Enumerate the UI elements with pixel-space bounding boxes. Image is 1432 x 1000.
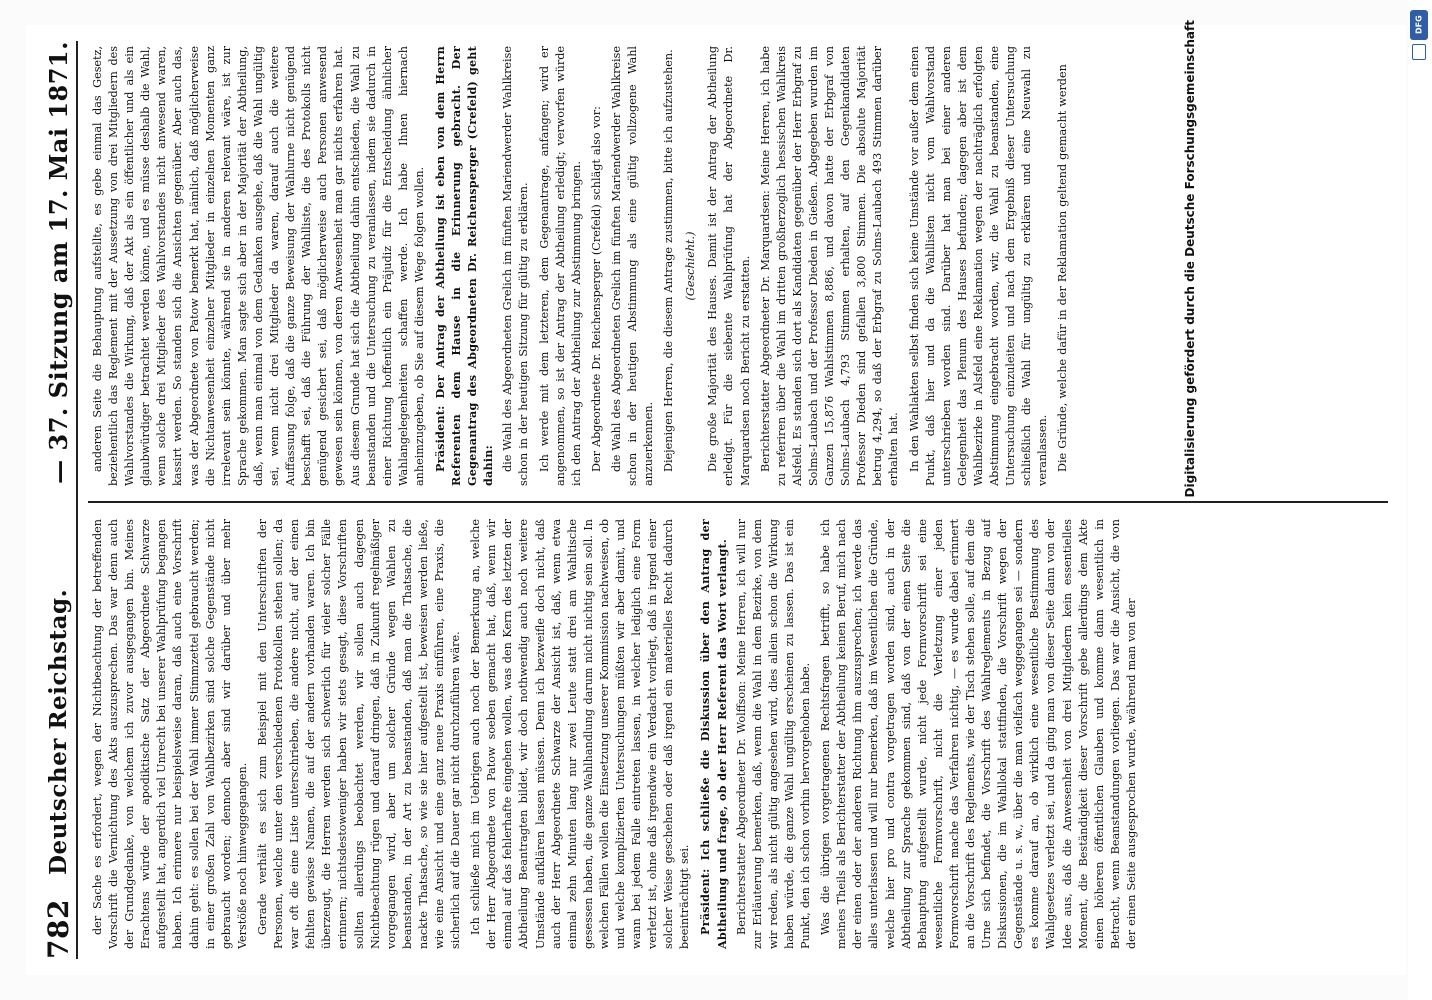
left-paragraph: der Sache es erfordert, wegen der Nichtbeachtung der betreffenden Vorschrift die Vernichtung des Akts auszusprechen. Das war denn auch der Grundgedanke, von welchem ich zuvor ausgegangen bin. Meines Erachtens würde der apodiktische Satz der Abgeordnete Schwarze aufgestellt hat, angerdich viel Unrecht bei unserer Wahlprüfung begangen haben. Ich erinnere nur beispielsweise daran, daß auch eine Vorschrift dahin geht: es sollen bei der Wahl immer Stimmzettel gebraucht werden; in einer großen Zahl von Wahlbezirken sind solche Gegenstände nicht gebraucht worden; dennoch aber sind wir darüber und über mehr Verstöße noch hinweggegangen.	[91, 519, 249, 949]
publication-title: Deutscher Reichstag.	[44, 588, 72, 875]
left-text-column	[90, 519, 1388, 949]
rotated-newspaper-page	[26, 25, 1406, 975]
column-divider	[88, 501, 1388, 503]
dfg-logo: DFG	[1410, 10, 1428, 40]
page-header	[40, 41, 78, 959]
quoted-motion: die Wahl des Abgeordneten Grelich im fünften Mariendwerder Wahlkreise schon in der heutigen Abstimmung als eine gültig vollzogene Wahl anzuerkennen.	[609, 46, 656, 486]
right-paragraph: Ich werde mit dem letzteren, dem Gegenantrage, anfangen; wird er angenommen, so ist der Antrag der Abtheilung erledigt; verworfen würde ich den Antrag der Abtheilung zur Abstimmung bringen.	[537, 46, 583, 486]
page-number: 782	[41, 899, 75, 959]
digitization-sidebar	[1183, 0, 1432, 1000]
quoted-motion: die Wahl des Abgeordneten Grelich im fünften Mariendwerder Wahlkreise schon in der heutigen Sitzung für gültig zu erklären.	[501, 46, 531, 486]
right-paragraph: In den Wahlakten selbst finden sich keine Umstände vor außer dem einen Punkt, daß hier und da die Wahllisten nicht vom Wahlvorstand unterschrieben worden sind. Darüber hat man bei einer anderen Gelegenheit das Plenum des Hauses befunden; dagegen aber ist dem Wahlbezirke in Alsfeld eine Reklamation wegen der nachträglich erfolgten Abstimmung eingebracht worden, wir, die Wahl zu beanstanden, eine Untersuchung einzuleiten und nach dem Ergebniß dieser Untersuchung schließlich die Wahl für ungültig zu erklären und eine Neuwahl zu veranlassen.	[907, 46, 1050, 486]
session-title: — 37. Sitzung am 17. Mai 1871.	[43, 41, 73, 484]
left-paragraph: Ich schließe mich im Uebrigen auch noch der Bemerkung an, welche der Herr Abgeordnete von Patow soeben gemacht hat, daß, wenn wir einmal auf das fehlerhafte eingehen wollen, was den Kern des letzten der Abtheilung Beantragten bildet, wir doch nothwendig auch noch weitere Umstände aufklären lassen müssen. Denn ich bezweifle doch nicht, daß auch der Herr Abgeordnete Schwarze der Ansicht ist, daß, wenn etwa einmal zehn Minuten lang nur zwei Leute statt drei am Wahltische gesessen haben, die ganze Wahlhandlung darum nicht nichtig sein soll. In welchen Fällen wollen die Einsetzung unserer Kommission nachweisen, ob und welche komplizierten Untersuchungen müßten wir aber damit, und wann bei jedem Falle eintreten lassen, in welcher lediglich eine Form verletzt ist, ohne daß irgendwie ein Verdacht vorliegt, daß in irgend einer solcher Weise geschehen oder daß irgend ein materielles Recht dadurch beeinträchtigt sei.	[469, 519, 692, 949]
right-paragraph: anderen Seite die Behauptung aufstellte, es gebe einmal das Gesetz, beziehentlich das Reglement mit der Aussetzung von drei Mitgliedern des Wahlvorstandes die Wirkung, daß der Akt als ein öffentlicher und als ein glaubwürdiger betrachtet werden könne, und es müsse deshalb die Wahl, wenn solche drei Mitglieder des Wahlvorstandes nicht anwesend waren, kassirt werden. So standen sich die Ansichten gegenüber. Aber auch das, was der Abgeordnete von Patow bemerkt hat, nämlich, daß möglicherweise die Nichtanwesenheit einzelner Mitglieder in einzelnen Momenten ganz irrelevant sein könnte, während sie in anderen relevant wäre, ist zur Sprache gekommen. Man sagte sich aber in der Majorität der Abtheilung, daß, wenn man einmal von dem Gedanken ausgehe, daß die Wahl ungültig sei, wenn nicht drei Mitglieder da waren, darauf auch die weitere Auffassung folge, daß die ganze Beweisung der Wahlurne nicht genügend beschafft sei, daß die Führung der Wahlliste, die des Protokolls nicht genügend gesichert sei, daß möglicherweise auch Personen anwesend gewesen sein können, von deren Anwesenheit man gar nichts erfahren hat. Aus diesem Grunde hat sich die Abtheilung dahin entschieden, die Wahl zu beanstanden und die Untersuchung zu veranlassen, indem sie dadurch in einer Richtung hoffentlich ein Präjudiz für die Entscheidung ähnlicher Wahlangelegenheiten schaffen werde. Ich habe Ihnen hiernach anheimzugeben, ob Sie auf diesem Wege folgen wollen.	[91, 46, 426, 486]
digitization-note: Digitalisierung gefördert durch die Deutsche Forschungsgemeinschaft	[1183, 20, 1198, 498]
president-statement: Präsident: Ich schließe die Diskussion über den Antrag der Abtheilung und frage, ob der Herr Referent das Wort verlangt.	[698, 519, 729, 949]
header-left-group	[42, 589, 75, 959]
procedure-note: (Geschieht.)	[684, 231, 698, 301]
digitization-note-wrapper	[1183, 20, 1428, 780]
right-paragraph: Die große Majorität des Hauses. Damit ist der Antrag der Abtheilung erledigt. Für die siebente Wahlprüfung hat der Abgeordnete Dr. Marquardsen noch Bericht zu erstatten.	[706, 46, 752, 486]
header-right-group	[44, 41, 73, 484]
right-paragraph: Die Gründe, welche dafür in der Reklamation geltend gemacht werden	[1056, 64, 1070, 472]
right-paragraph: Der Abgeordnete Dr. Reichensperger (Crefeld) schlägt also vor:	[589, 106, 603, 472]
left-paragraph: Gerade verhält es sich zum Beispiel mit den Unterschriften der Personen, welche unter den verschiedenen Protokollen stehen sollen; da war oft die eine Liste unterschrieben, die andere nicht, auf der einen fehlten gewisse Namen, die auf der andern vorhanden waren. Ich bin überzeugt, die Herren werden sich schwerlich für vieler solcher Fälle erinnern; nichtsdestoweniger haben wir stets gesagt, diese Vorschriften sollten allerdings beobachtet werden, wir sollen auch dagegen Nichtbeachtung rügen und darauf dringen, daß in Zukunft regelmäßiger vorgegangen wird, aber um solcher Gründe wegen Wahlen zu beanstanden, in der Art zu beanstanden, daß man die Thatsache, die nackte Thatsache, so wie sie hier aufgestellt ist, beweisen werden ließe, wie eine Ansicht und eine ganz neue Praxis einführen, eine Praxis, die sicherlich auf die Dauer gar nicht durchzuführen wäre.	[255, 519, 463, 949]
right-paragraph: Diejenigen Herren, die diesem Antrage zustimmen, bitte ich aufzustehen.	[662, 49, 676, 472]
left-paragraph: Was die übrigen vorgetragenen Rechtsfragen betrifft, so habe ich meines Theils als Berichterstatter der Abtheilung keinen Beruf, mich nach der einen oder der anderen Richtung ihm auszusprechen; ich werde das alles unterlassen und will nur bemerken, daß im Wesentlichen die Gründe, welche hier pro und contra vorgetragen worden sind, auch in der Abtheilung zur Sprache gekommen sind, daß von der einen Seite die Behauptung aufgestellt wurde, nicht jede Formvorschrift sei eine wesentliche Formvorschrift, nicht die Verletzung einer jeden Formvorschrift mache das Verfahren nichtig, — es wurde dabei erinnert an die Vorschrift des Reglements, wie der Tisch stehen solle, auf dem die Urne sich befindet, die Vorschrift des Wahlreglements in Bezug auf Diskussionen, die im Wahllokal stattfinden, die Vorschrift wegen der Gegenstände u. s. w., über die man vielfach weggegangen sei — sondern es komme darauf an, ob wirklich eine wesentliche Bestimmung des Wahlgesetzes verletzt sei, und da ging man von dieser Seite dann von der Idee aus, daß die Anwesenheit von drei Mitgliedern kein essentielles Moment, die Beständigkeit dieser Vorschrift gebe allerdings dem Akte einen höheren öffentlichen Glauben und komme dann wesentlich in Betracht, wenn Beanstandungen vorliegen. Das war die Ansicht, die von der einen Seite ausgesprochen wurde, während man von der	[819, 519, 1138, 949]
president-statement: Präsident: Der Antrag der Abtheilung ist eben von dem Herrn Referenten dem Hause in die Erinnerung gebracht. Der Gegenantrag des Abgeordneten Dr. Reichensperger (Crefeld) geht dahin:	[432, 46, 496, 486]
reporter-statement: Berichterstatter Abgeordneter Dr. Marquardsen: Meine Herren, ich habe zu referiren über die Wahl im dritten großherzoglich hessischen Wahlkreis Alsfeld. Es standen sich dort als Kandidaten gegenüber der Herr Erbgraf zu Solms-Laubach und der Professor Dieden in Gießen. Abgegeben wurden im Ganzen 15,876 Wahlstimmen 8,886, und davon hatte der Erbgraf von Solms-Laubach 4,793 Stimmen erhalten, auf den Gegenkandidaten Professor Dieden sind gefallen 3,800 Stimmen. Die absolute Majorität betrug 4,294, so daß der Erbgraf zu Solms-Laubach 493 Stimmen darüber erhalten hat.	[758, 46, 901, 486]
reporter-statement: Berichterstatter Abgeordneter Dr. Wolffson: Meine Herren, ich will nur zur Erläuterung bemerken, daß, wenn die Wahl in dem Bezirke, von dem wir reden, als nicht gültig angesehen wird, dies allein schon die Wirkung haben würde, die ganze Wahl ungültig erscheinen zu lassen. Das ist ein Punkt, den ich schon vorhin hervorgehoben habe.	[734, 519, 813, 949]
